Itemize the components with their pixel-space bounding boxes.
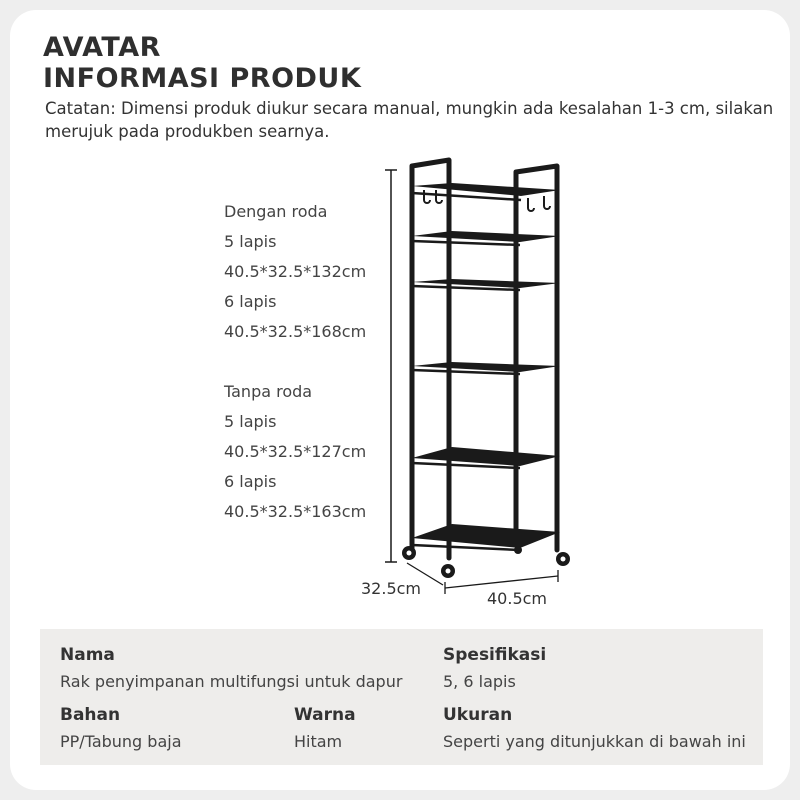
- spec-value: 5, 6 lapis: [443, 672, 516, 691]
- material-label: Bahan: [60, 705, 121, 725]
- color-value: Hitam: [294, 732, 343, 751]
- shelf-2: [412, 231, 560, 242]
- with-wheels-heading: Dengan roda: [224, 202, 328, 221]
- with-wheels-6-tier-size: 40.5*32.5*168cm: [224, 322, 367, 341]
- spec-label: Spesifikasi: [443, 645, 547, 665]
- without-wheels-6-tier-label: 6 lapis: [224, 472, 277, 491]
- shelf-rack-illustration: [370, 150, 590, 600]
- size-value: Seperti yang ditunjukkan di bawah ini: [443, 732, 746, 751]
- height-dimension-line: [385, 170, 397, 562]
- spec-list: [224, 197, 366, 527]
- name-label: Nama: [60, 645, 115, 665]
- name-value: Rak penyimpanan multifungsi untuk dapur: [60, 672, 403, 691]
- page-title-line2: INFORMASI PRODUK: [43, 63, 362, 94]
- measurement-note: Catatan: Dimensi produk diukur secara manual, mungkin ada kesalahan 1-3 cm, silakan merujuk pada produkben searnya.: [45, 99, 774, 141]
- product-info-panel: [40, 629, 763, 765]
- page-title-line1: AVATAR: [43, 32, 161, 63]
- rack-wheels: [402, 546, 570, 578]
- spec-spacer: [224, 347, 366, 377]
- shelf-6: [412, 524, 560, 548]
- without-wheels-heading: Tanpa roda: [224, 382, 313, 401]
- without-wheels-6-tier-size: 40.5*32.5*163cm: [224, 502, 367, 521]
- depth-dimension-label: 32.5cm: [361, 579, 422, 598]
- material-value: PP/Tabung baja: [60, 732, 182, 751]
- with-wheels-6-tier-label: 6 lapis: [224, 292, 277, 311]
- with-wheels-5-tier-size: 40.5*32.5*132cm: [224, 262, 367, 281]
- without-wheels-5-tier-size: 40.5*32.5*127cm: [224, 442, 367, 461]
- rack-handles: [412, 160, 557, 186]
- rack-shelves: [412, 183, 560, 548]
- size-label: Ukuran: [443, 705, 513, 725]
- with-wheels-5-tier-label: 5 lapis: [224, 232, 277, 251]
- without-wheels-5-tier-label: 5 lapis: [224, 412, 277, 431]
- color-label: Warna: [294, 705, 356, 725]
- width-dimension-label: 40.5cm: [487, 589, 548, 608]
